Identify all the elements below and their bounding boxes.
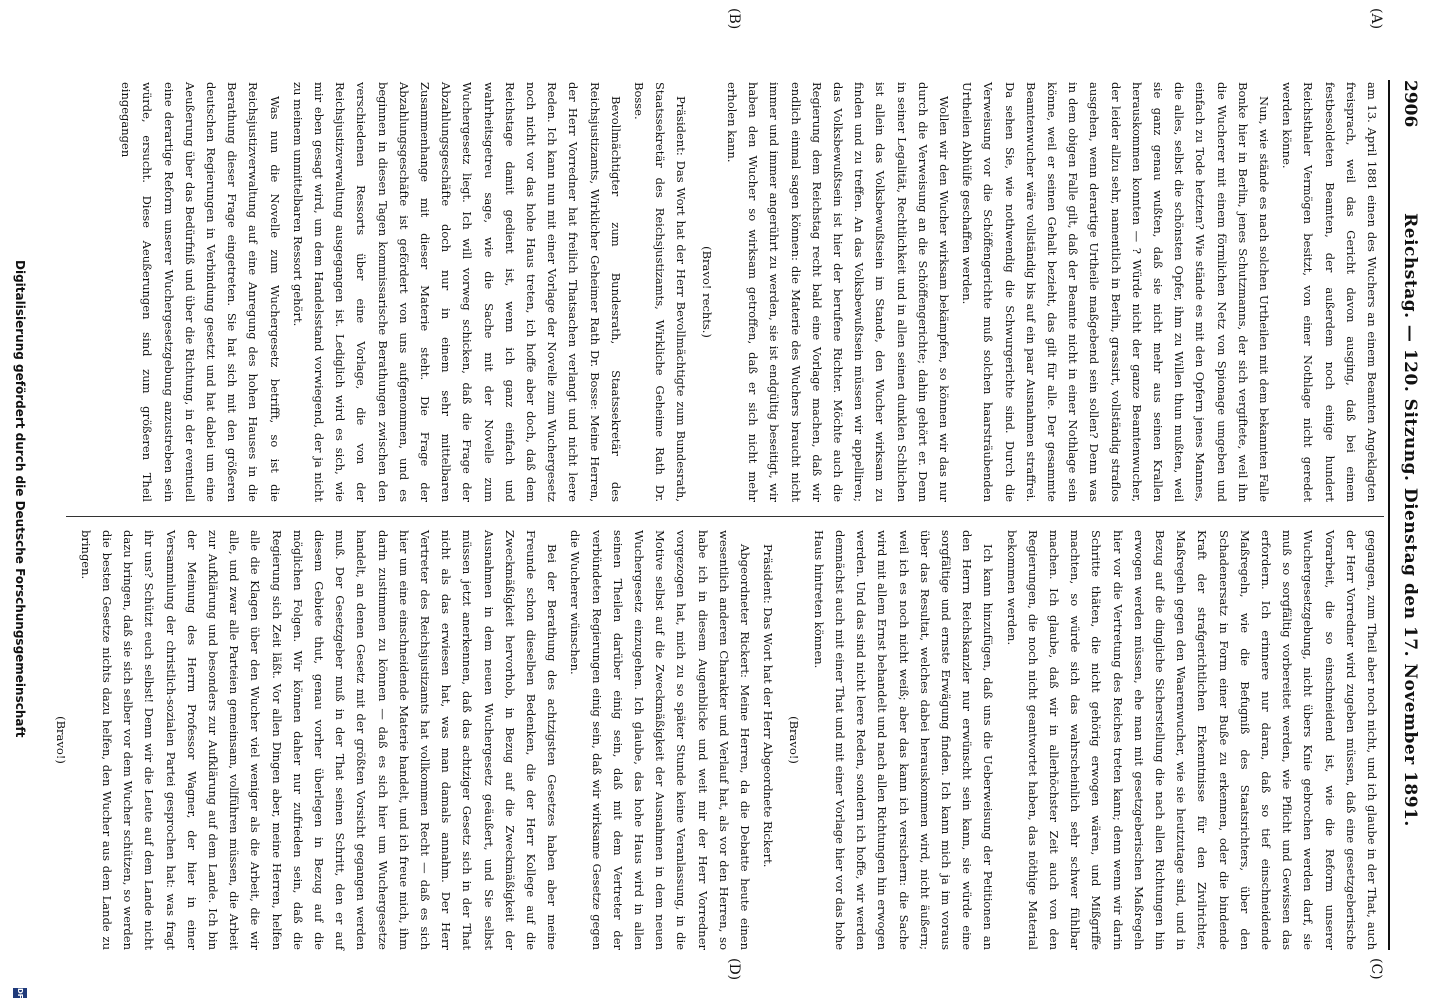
paragraph: gegangen, zum Theil aber noch nicht, und ich glaube in der That, auch der Herr Vorredner wird zugeben müssen, daß eine gesetzgeberische Vorarbeit, die so einschneidend ist, wie die Reform unserer Wuchergesetzgebung, nicht übers Knie gebrochen werden darf, sie muß so sorgfältig vorbereitet werden, wie Pflicht und Gewissen das erfordern. Ich erinnere nur daran, daß so tief einschneidende Maßregeln, wie die Befugniß des Staatsrichters, über den Schadenersatz in Form einer Buße zu erkennen, oder die bindende Kraft der strafgerichtlichen Erkenntnisse für den Zivilrichter, Maßregeln gegen den Waarenwucher, wie sie heutzutage sind, und in Bezug auf die dingliche Sicherstellung die nach allen Richtungen hin erwogen werden müssen, ehe man mit gesetzgeberischen Maßregeln hier vor die Vertretung des Reiches treten kann; denn wenn wir darin Schritte thäten, die nicht gehörig erwogen wären, und Mißgriffe machten, so würde sich das wahrscheinlich sehr schwer fühlbar machen. Ich glaube, daß wir in allerhöchster Zeit auch von den Regierungen, die noch nicht geantwortet haben, das nöthige Material bekommen werden. [1004,530,1379,950]
paragraph: Bevollmächtigter zum Bundesrath, Staatssekretär des Reichsjustizamts, Wirklicher Geheimer Rath Dr. Bosse: Meine Herren, der Herr Vorredner hat freilich Thatsachen verlangt und nicht leere Reden. Ich kann nun mit einer Vorlage der Novelle zum Wuchergesetz noch nicht vor das hohe Haus treten, ich hoffe aber doch, daß dem Reichstage damit gedient ist, wenn ich ganz einfach und wahrheitsgetreu sage, wie die Sache mit der Novelle zum Wuchergesetz liegt. Ich will vorweg schicken, daß die Frage der Abzahlungsgeschäfte doch nur in einem sehr mittelbaren Zusammenhange mit dieser Materie steht. Die Frage der Abzahlungsgeschäfte ist gefördert von uns aufgenommen, und es beginnen in diesen Tagen kommissarische Berathungen zwischen den verschiedenen Ressorts über eine Vorlage, die von der Reichsjustizverwaltung ausgegangen ist. Lediglich wird es sich, wie mir eben gesagt wird, um dem Handelsstand vorwiegend, der ja nicht zu meinem unmittelbaren Ressort gehört. [290,82,623,502]
page-number: 2906 [1400,80,1420,128]
digitization-credit [5,260,27,1004]
margin-mark-d: (D) [726,958,742,981]
column-divider [66,516,1384,517]
margin-mark-b: (B) [726,8,742,30]
margin-mark-a: (A) [1368,8,1384,30]
credit-text: Digitalisierung gefördert durch die Deutsche Forschungsgemeinschaft [13,260,27,738]
applause-note: (Bravo! rechts.) [699,246,714,338]
header-rule [1388,80,1390,950]
column-left [66,82,1382,502]
page-title: Reichstag. — 120. Sitzung. Dienstag den 17. November 1891. [1400,213,1420,827]
paragraph: Abgeordneter Rickert: Meine Herren, da die Debatte heute einen wesentlich anderen Charakter und Verlauf hat, als vor den Herren, so habe ich in diesem Augenblicke und weit mir der Herr Vorredner vorgezogen hat, mich zu so später Stunde keine Veranlassung, in die Motive selbst auf die Zweckmäßigkeit der Ausnahmen in dem neuen Wuchergesetz einzugehen. Ich glaube, das hohe Haus wird in allen seinen Theilen darüber einig sein, daß mit dem Vertreter der verbündeten Regierungen einig sein, daß wir wirksame Gesetze gegen die Wucherer wünschen. [568,530,753,950]
paragraph: am 13. April 1881 einen des Wuchers an einem Beamten Angeklagten freisprach, weil das Gericht davon ausging, daß bei einem festbesoldeten Beamten, der außerdem noch einige hundert Reichsthaler Vermögen besitzt, von einer Nothlage nicht geredet werden könne. [1280,82,1379,502]
margin-mark-c: (C) [1368,958,1384,980]
applause-note: (Bravo!) [786,716,801,764]
paragraph: Was nun die Novelle zum Wuchergesetz betrifft, so ist die Reichsjustizverwaltung auf eine Anregung des hohen Hauses in die Berathung dieser Frage eingetreten. Sie hat sich mit den größeren deutschen Regierungen in Verbindung gesetzt und hat dabei um eine Aeußerung über das Bedürfniß und über die Richtung, in der eventuell eine derartige Reform unserer Wuchergesetzgebung anzustreben sein würde, ersucht. Diese Aeußerungen sind zum größeren Theil eingegangen [119,82,282,502]
applause-note: (Bravo!) [53,716,68,764]
running-head [1394,80,1424,960]
speaker-paragraph: Präsident: Das Wort hat der Herr Abgeordnete Rickert. [761,544,776,868]
column-right [53,530,1382,950]
paragraph: Nun, wie stände es nach solchen Urtheilen mit dem bekannten Falle Bonke hier in Berlin, jenes Schutzmanns, der sich vergiftete, weil ihn die Wucherer mit einem förmlichen Netz von Spionage umgeben und einfach zu Tode hetzten? Wie stände es mit den Opfern jenes Mannes, die alles, selbst die schönsten Opfer, ihm zu Willen thun mußten, weil sie ganz genau wußten, daß sie nicht mehr aus seinen Krallen herauskommen konnten — ? Würde nicht der ganze Beamtenwucher, der leider allzu sehr, namentlich in Berlin, grassirt, vollständig straflos ausgehen, wenn derartige Urtheile maßgebend sein sollen? Denn was in dem obigen Falle gilt, daß der Beamte nicht in einer Nothlage sein könne, weil er seinen Gehalt bezieht, das gilt für alle. Der gesammte Beamtenwucher wäre vollständig bis auf ein paar Ausnahmen straffrei. Da sehen Sie, wie nothwendig die Schwurgerichte sind. Durch die Verweisung vor die Schöffengerichte muß solchen haarsträubenden Urtheilen Abhülfe geschaffen werden. [960,82,1271,502]
dfg-logo-icon: DFG [13,988,27,998]
paragraph: Bei der Berathung des achtzigsten Gesetzes haben aber meine Freunde schon dieselben Bedenken, die der Herr Kollege auf die Zweckmäßigkeit hervorhob, in Bezug auf die Zweckmäßigkeit der Ausnahmen in dem neuen Wuchergesetz geäußert, und Sie selbst müssen jetzt anerkennen, daß das achtziger Gesetz sich in der That nicht als das erwiesen hat, was man damals annahm. Der Herr Vertreter des Reichsjustizamts hat vollkommen Recht — daß es sich hier um eine einschneidende Materie handelt, und ich freue mich, ihm darin zustimmen zu können — daß es sich hier um Wuchergesetze handelt, an denen Gesetz mit der größten Vorsicht gegangen werden muß. Der Gesetzgeber muß in der That seinen Schritt, den er auf diesem Gebiete thut, genau vorher überlegen in Bezug auf die möglichen Folgen. Wir können daher nur zufrieden sein, daß die Regierung sich Zeit läßt. Vor allen Dingen aber, meine Herren, helfen alle die Klagen über den Wucher viel weniger als die Arbeit, die wir alle, und zwar alle Parteien gemeinsam, vollführen müssen, die Arbeit zur Aufklärung und besonders zur Aufklärung auf dem Lande. Ich bin der Meinung des Herrn Professor Wagner, der hier in einer Versammlung der christlich-sozialen Partei gesprochen hat: was fragt ihr uns? Schützt euch selbst! Denn wir die Leute auf dem Lande nicht dazu bringen, daß sie sich selber vor dem Wucher schützen, so werden die besten Gesetze nichts dazu helfen, den Wucher aus dem Lande zu bringen. [78,530,560,950]
paragraph: Ich kann hinzufügen, daß uns die Ueberweisung der Petitionen an den Herrn Reichskanzler nur erwünscht sein kann, sie würde eine sorgfältige und ernste Erwägung finden. Ich kann mich ja im voraus über das Resultat, welches dabei herauskommen wird, nicht äußern; weil ich es noch nicht weiß; aber das kann ich versichern: die Sache wird mit allem Ernst behandelt und nach allen Richtungen hin erwogen werden. Und das sind nicht leere Reden, sondern ich hoffe, wir werden demnächst auch mit einer That und mit einer Vorlage hier vor das hohe Haus hintreten können. [811,530,996,950]
paragraph: Wollen wir den Wucher wirksam bekämpfen, so können wir das nur durch die Verweisung an die Schöffengerichte; dahin gehört er. Denn in seiner Legalität, Rechtlichkeit und in allen seinen dunklen Schlichen ist allein das Volksbewußtsein im Stande, den Wucher wirksam zu finden und zu treffen. An das Volksbewußtsein müssen wir appelliren; das Volksbewußtsein ist hier der berufene Richter. Möchte auch die Regierung dem Reichstag recht bald eine Vorlage machen, daß wir endlich einmal sagen können: die Materie des Wuchers braucht nicht immer und immer angerührt zu werden, sie ist endgültig beseitigt, wir haben den Wucher so wirksam getroffen, daß er sich nicht mehr erholen kann. [724,82,951,502]
speaker-paragraph: Präsident: Das Wort hat der Herr Bevollmächtigte zum Bundesrath, Staatssekretär des Reichsjustizamts, Wirkliche Geheime Rath Dr. Bosse. [632,82,689,502]
